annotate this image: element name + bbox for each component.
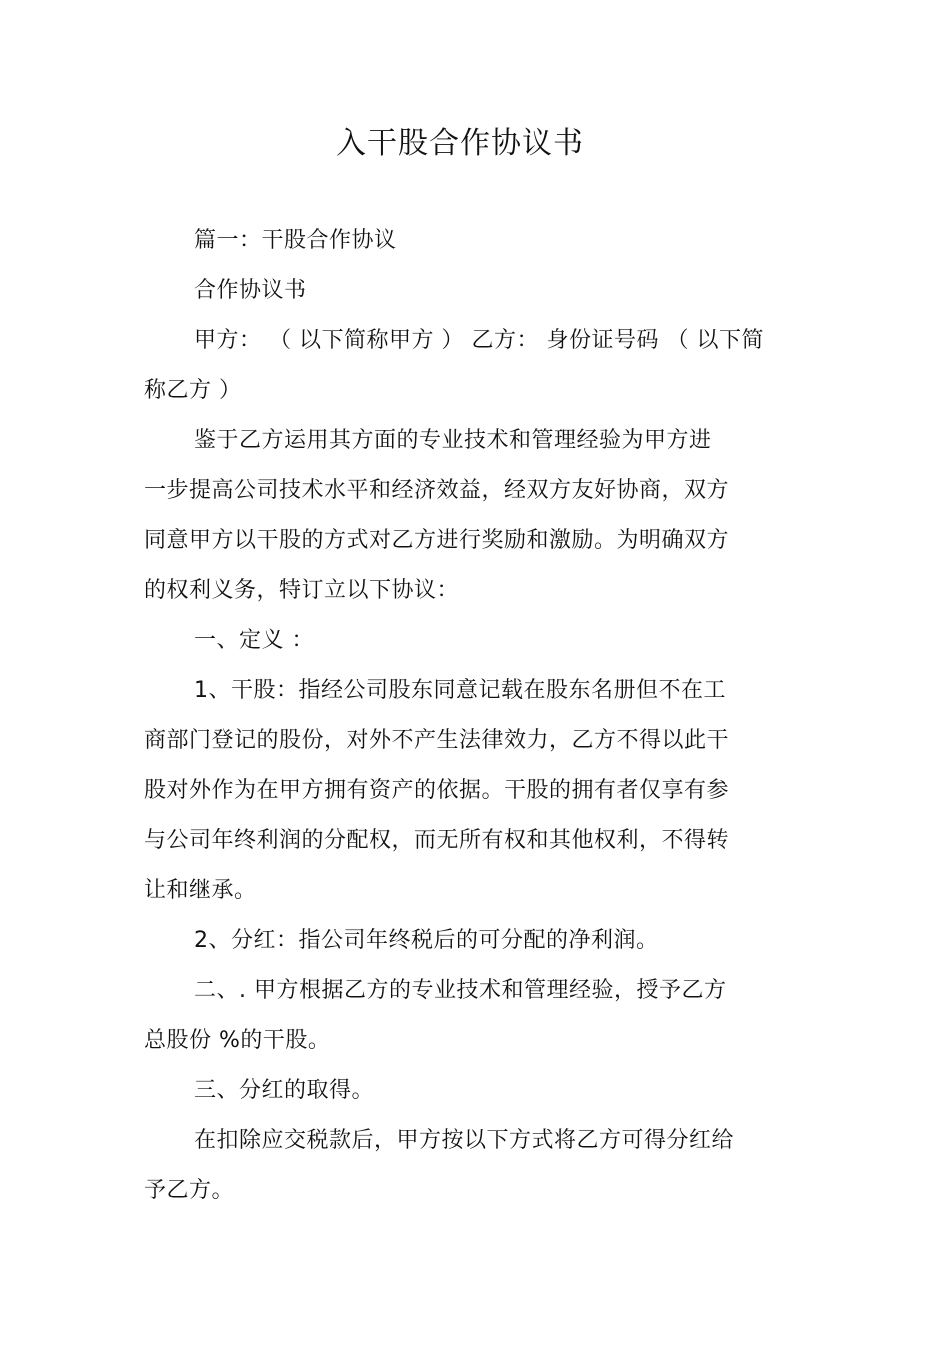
paragraph-line: 二、. 甲方根据乙方的专业技术和管理经验，授予乙方 — [194, 978, 727, 1003]
paragraph-line: 股对外作为在甲方拥有资产的依据。干股的拥有者仅享有参 — [144, 778, 730, 803]
paragraph-line: 鉴于乙方运用其方面的专业技术和管理经验为甲方进 — [194, 428, 712, 453]
section-heading: 三、分红的取得。 — [194, 1078, 375, 1103]
paragraph-line: 让和继承。 — [144, 878, 257, 903]
paragraph-line: 总股份 %的干股。 — [144, 1028, 331, 1053]
section-heading: 一、定义 ： — [194, 628, 314, 653]
paragraph-line: 称乙方 ） — [144, 378, 242, 403]
paragraph-line: 的权利义务，特订立以下协议： — [144, 578, 460, 603]
paragraph-line: 予乙方。 — [144, 1178, 235, 1203]
section-heading: 篇一：干股合作协议 — [194, 228, 397, 253]
paragraph-line: 同意甲方以干股的方式对乙方进行奖励和激励。为明确双方 — [144, 528, 730, 553]
paragraph-line: 在扣除应交税款后，甲方按以下方式将乙方可得分红给 — [194, 1128, 735, 1153]
paragraph-line: 甲方： （ 以下简称甲方 ） 乙方： 身份证号码 （ 以下简 — [194, 328, 764, 353]
paragraph-line: 1、干股：指经公司股东同意记载在股东名册但不在工 — [194, 678, 726, 703]
paragraph-line: 一步提高公司技术水平和经济效益，经双方友好协商，双方 — [144, 478, 730, 503]
paragraph-line: 商部门登记的股份，对外不产生法律效力，乙方不得以此干 — [144, 728, 730, 753]
paragraph-line: 2、分红：指公司年终税后的可分配的净利润。 — [194, 928, 659, 953]
paragraph-line: 合作协议书 — [194, 278, 307, 303]
paragraph-line: 与公司年终利润的分配权，而无所有权和其他权利，不得转 — [144, 828, 730, 853]
document-title: 入干股合作协议书 — [336, 126, 584, 161]
